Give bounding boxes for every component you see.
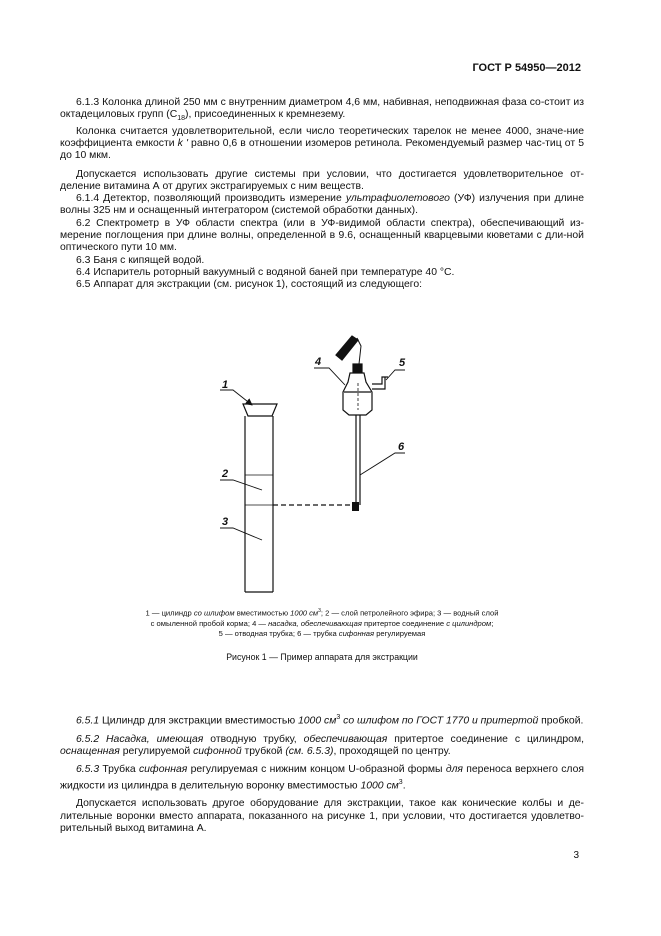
figure-title: Рисунок 1 — Пример аппарата для экстракции	[226, 652, 418, 662]
paragraph-6-5-3: 6.5.3 Трубка сифонная регулируемая с нижним концом U-образной формы для переноса верхнего слоя жидкости из цилиндра в делительную воронку вместимостью 1000 $см^3$.	[60, 764, 584, 792]
page-number: 3	[573, 850, 579, 861]
legend-line-1: 1 — цилиндр со шлифом вместимостью 1000 $см^3$; 2 — слой петролейного эфира; 3 — водный слой	[145, 608, 499, 618]
paragraph-other-systems: Допускается использовать другие системы при условии, что достигается удовлетворительное от-деление витамина А от других экстрагируемых с ним веществ.	[60, 168, 584, 192]
paragraph-6-2: 6.2 Спектрометр в УФ области спектра (или в УФ-видимой области спектра), обеспечивающий из-мерение поглощения при длине волны, определенной в 9.6, оснащенный кварцевыми кюветами с дли-ной оптического пути 10 мм.	[60, 217, 584, 254]
figure-label-4: 4	[315, 356, 322, 368]
paragraph-6-3: 6.3 Баня с кипящей водой.	[76, 254, 205, 266]
paragraph-6-5: 6.5 Аппарат для экстракции (см. рисунок 1), состоящий из следующего:	[76, 279, 423, 291]
legend-line-3: 5 — отводная трубка; 6 — трубка сифонная регулируемая	[218, 628, 426, 638]
figure-label-5: 5	[399, 357, 406, 369]
leader-lines	[220, 368, 405, 540]
figure-label-2: 2	[222, 468, 229, 480]
figure-label-1: 1	[222, 379, 229, 391]
paragraph-6-5-2: 6.5.2 Насадка, имеющая отводную трубку, обеспечивающая притертое соединение с цилиндром, оснащенная регулируемой сифонной трубкой (см. 6.5.3), проходящей по центру.	[60, 733, 584, 758]
figure-legend	[60, 606, 584, 639]
paragraph-6-1-3: 6.1.3 Колонка длиной 250 мм с внутренним диаметром 4,6 мм, набивная, неподвижная фаза со-стоит из октадециловых групп $(C_{18})$, присоединенных к кремнезему.	[60, 97, 584, 123]
paragraph-6-4: 6.4 Испаритель роторный вакуумный с водяной баней при температуре 40 °C.	[76, 266, 455, 278]
cylinder-drawing	[243, 404, 277, 592]
figure-label-6: 6	[398, 441, 405, 453]
legend-line-2: с омыленной пробой корма; 4 — насадка, обеспечивающая притертое соединение с цилиндром;	[150, 618, 494, 628]
paragraph-6-1-4: 6.1.4 Детектор, позволяющий производить измерение ультрафиолетового (УФ) излучения при длине волны 325 нм и оснащенный интегратором (системой обработки данных).	[60, 193, 584, 217]
body-text-bottom	[60, 712, 584, 841]
paragraph-column-criteria: Колонка считается удовлетворительной, если число теоретических тарелок не менее 4000, значе-ние коэффициента емкости k ' равно 0,6 в отношении изомеров ретинола. Рекомендуемый размер час-тиц от 5 до 10 мкм.	[60, 125, 584, 162]
paragraph-other-equipment: Допускается использовать другое оборудование для экстракции, такое как конические колбы и де-лительные воронки вместо аппарата, показанного на рисунке 1, при условии, что достигается удовлетво-рительный выход витамина А.	[60, 798, 584, 835]
document-id-header: ГОСТ Р 54950—2012	[472, 62, 581, 74]
paragraph-6-5-1: 6.5.1 Цилиндр для экстракции вместимостью 1000 $см^3$ со шлифом по ГОСТ 1770 и притертой пробкой.	[76, 714, 584, 727]
adapter-head-drawing	[336, 336, 388, 415]
figure-label-3: 3	[222, 516, 229, 528]
siphon-tube-drawing	[273, 415, 360, 511]
